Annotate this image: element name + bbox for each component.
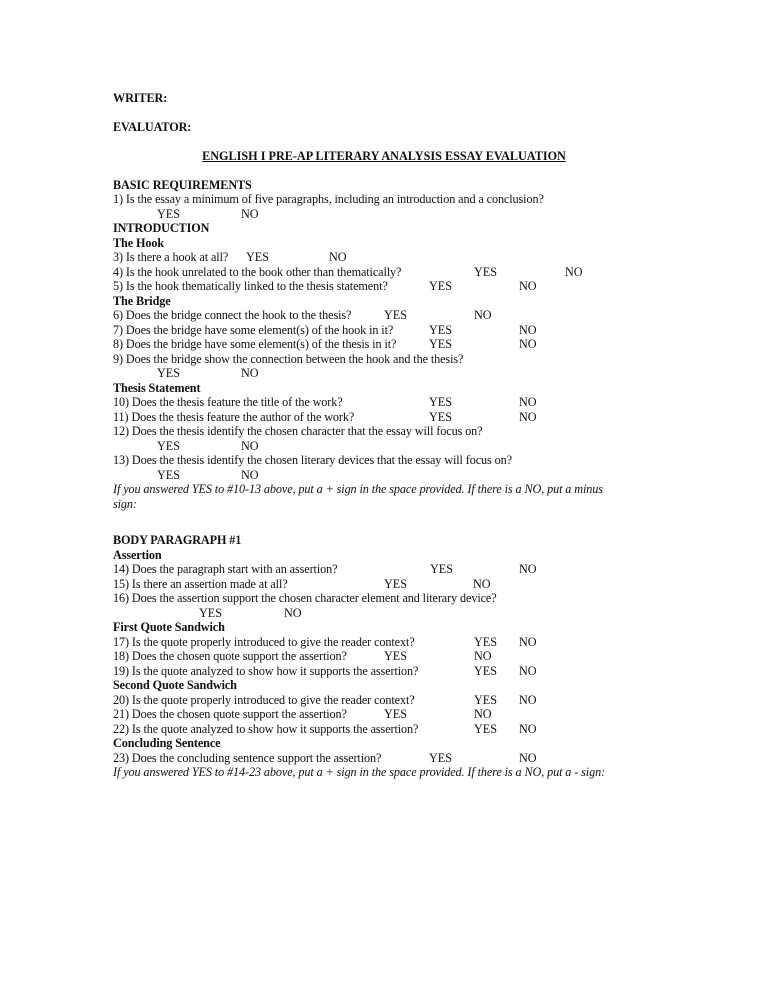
q17-yes-option[interactable]: YES [474, 635, 498, 649]
thesis-instruction-note: If you answered YES to #10-13 above, put a + sign in the space provided. If there is a NO, put a minus [113, 482, 603, 496]
body-instruction-note: If you answered YES to #14-23 above, put a + sign in the space provided. If there is a NO, put a - sign: [113, 765, 606, 779]
question-21: 21) Does the chosen quote support the assertion? [113, 707, 347, 721]
q20-no-option[interactable]: NO [519, 693, 537, 707]
subheading-bridge: The Bridge [113, 294, 171, 308]
document-title: ENGLISH I PRE-AP LITERARY ANALYSIS ESSAY EVALUATION [202, 149, 566, 163]
subheading-concluding: Concluding Sentence [113, 736, 221, 750]
question-7: 7) Does the bridge have some element(s) of the hook in it? [113, 323, 394, 337]
thesis-instruction-note-cont: sign: [113, 497, 137, 511]
question-18: 18) Does the chosen quote support the assertion? [113, 649, 347, 663]
q19-yes-option[interactable]: YES [474, 664, 498, 678]
q22-no-option[interactable]: NO [519, 722, 537, 736]
q22-yes-option[interactable]: YES [474, 722, 498, 736]
q16-no-option[interactable]: NO [284, 606, 302, 620]
q1-no-option[interactable]: NO [241, 207, 259, 221]
writer-label: WRITER: [113, 91, 168, 105]
subheading-thesis: Thesis Statement [113, 381, 201, 395]
q8-yes-option[interactable]: YES [429, 337, 453, 351]
q21-yes-option[interactable]: YES [384, 707, 408, 721]
question-10: 10) Does the thesis feature the title of the work? [113, 395, 343, 409]
question-12: 12) Does the thesis identify the chosen character that the essay will focus on? [113, 424, 483, 438]
q15-yes-option[interactable]: YES [384, 577, 408, 591]
subheading-hook: The Hook [113, 236, 165, 250]
question-16: 16) Does the assertion support the chosen character element and literary device? [113, 591, 497, 605]
q20-yes-option[interactable]: YES [474, 693, 498, 707]
section-heading-basic: BASIC REQUIREMENTS [113, 178, 252, 192]
question-15: 15) Is there an assertion made at all? [113, 577, 288, 591]
section-heading-body-1: BODY PARAGRAPH #1 [113, 533, 242, 547]
q18-no-option[interactable]: NO [474, 649, 492, 663]
question-13: 13) Does the thesis identify the chosen literary devices that the essay will focus on? [113, 453, 512, 467]
q17-no-option[interactable]: NO [519, 635, 537, 649]
q21-no-option[interactable]: NO [474, 707, 492, 721]
q4-yes-option[interactable]: YES [474, 265, 498, 279]
q10-yes-option[interactable]: YES [429, 395, 453, 409]
q3-yes-option[interactable]: YES [246, 250, 270, 264]
q7-yes-option[interactable]: YES [429, 323, 453, 337]
question-8: 8) Does the bridge have some element(s) of the thesis in it? [113, 337, 397, 351]
question-19: 19) Is the quote analyzed to show how it supports the assertion? [113, 664, 419, 678]
question-4: 4) Is the hook unrelated to the book other than thematically? [113, 265, 402, 279]
q6-no-option[interactable]: NO [474, 308, 492, 322]
question-3: 3) Is there a hook at all? [113, 250, 229, 264]
q23-no-option[interactable]: NO [519, 751, 537, 765]
q4-no-option[interactable]: NO [565, 265, 583, 279]
q6-yes-option[interactable]: YES [384, 308, 408, 322]
q13-no-option[interactable]: NO [241, 468, 259, 482]
subheading-assertion: Assertion [113, 548, 162, 562]
q7-no-option[interactable]: NO [519, 323, 537, 337]
question-9: 9) Does the bridge show the connection between the hook and the thesis? [113, 352, 464, 366]
question-20: 20) Is the quote properly introduced to give the reader context? [113, 693, 415, 707]
question-6: 6) Does the bridge connect the hook to the thesis? [113, 308, 352, 322]
q3-no-option[interactable]: NO [329, 250, 347, 264]
question-17: 17) Is the quote properly introduced to give the reader context? [113, 635, 415, 649]
subheading-second-quote: Second Quote Sandwich [113, 678, 237, 692]
q16-yes-option[interactable]: YES [199, 606, 223, 620]
q5-no-option[interactable]: NO [519, 279, 537, 293]
question-1: 1) Is the essay a minimum of five paragraphs, including an introduction and a conclusion? [113, 192, 544, 206]
q8-no-option[interactable]: NO [519, 337, 537, 351]
question-11: 11) Does the thesis feature the author of the work? [113, 410, 355, 424]
q13-yes-option[interactable]: YES [157, 468, 181, 482]
q12-yes-option[interactable]: YES [157, 439, 181, 453]
section-heading-introduction: INTRODUCTION [113, 221, 210, 235]
q9-no-option[interactable]: NO [241, 366, 259, 380]
q1-yes-option[interactable]: YES [157, 207, 181, 221]
question-23: 23) Does the concluding sentence support the assertion? [113, 751, 382, 765]
q11-yes-option[interactable]: YES [429, 410, 453, 424]
q9-yes-option[interactable]: YES [157, 366, 181, 380]
question-14: 14) Does the paragraph start with an assertion? [113, 562, 338, 576]
q23-yes-option[interactable]: YES [429, 751, 453, 765]
q11-no-option[interactable]: NO [519, 410, 537, 424]
q19-no-option[interactable]: NO [519, 664, 537, 678]
q18-yes-option[interactable]: YES [384, 649, 408, 663]
q15-no-option[interactable]: NO [473, 577, 491, 591]
q14-yes-option[interactable]: YES [430, 562, 454, 576]
q12-no-option[interactable]: NO [241, 439, 259, 453]
q10-no-option[interactable]: NO [519, 395, 537, 409]
q5-yes-option[interactable]: YES [429, 279, 453, 293]
evaluator-label: EVALUATOR: [113, 120, 192, 134]
question-22: 22) Is the quote analyzed to show how it supports the assertion? [113, 722, 419, 736]
q14-no-option[interactable]: NO [519, 562, 537, 576]
subheading-first-quote: First Quote Sandwich [113, 620, 225, 634]
question-5: 5) Is the hook thematically linked to the thesis statement? [113, 279, 388, 293]
